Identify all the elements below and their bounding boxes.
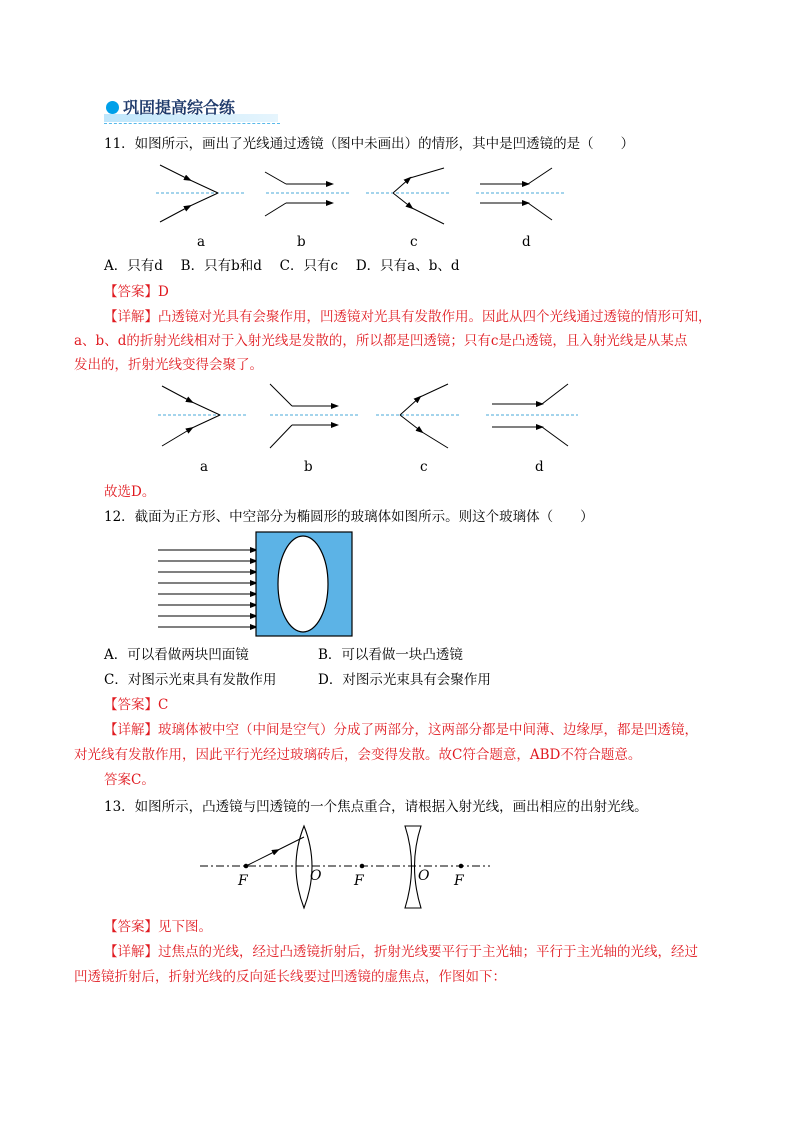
q11-diagram-b <box>265 172 350 216</box>
q13-label-o2: O <box>418 868 430 884</box>
q13-detail-line2: 凹透镜折射后，折射光线的反向延长线要过凹透镜的虚焦点，作图如下： <box>74 969 506 985</box>
q11-answer-label-d: d <box>535 459 544 475</box>
q11-answer-label-a: a <box>200 459 209 475</box>
q13-focus-shared <box>360 864 365 869</box>
q12-stem: 12．截面为正方形、中空部分为椭圆形的玻璃体如图所示。则这个玻璃体（ ） <box>104 509 594 525</box>
q13-concave-lens <box>405 826 421 908</box>
q11-detail-line3: 发出的，折射光线变得会聚了。 <box>74 357 263 373</box>
q12-answer: 【答案】C <box>104 697 169 713</box>
q11-answer-diagram-b <box>270 384 358 448</box>
q12-hollow-ellipse <box>278 536 328 632</box>
q11-label-a: a <box>197 234 206 250</box>
q11-detail-line2: a、b、d的折射光线相对于入射光线是发散的，所以都是凹透镜；只有c是凸透镜，且入射光线是从某点 <box>74 333 688 349</box>
q13-label-f2: F <box>354 873 364 889</box>
q11-answer-diagram-c <box>376 384 460 448</box>
q12-detail-line2: 对光线有发散作用，因此平行光经过玻璃砖后，会变得发散。故C符合题意，ABD不符合题意。 <box>74 747 642 763</box>
q11-answer-diagram-a <box>158 386 248 446</box>
q13-stem: 13．如图所示，凸透镜与凹透镜的一个焦点重合，请根据入射光线，画出相应的出射光线。 <box>104 799 648 815</box>
q11-detail-line1: 【详解】凸透镜对光具有会聚作用，凹透镜对光具有发散作用。因此从四个光线通过透镜的情形可知， <box>104 309 712 325</box>
q11-answer-label-c: c <box>420 459 428 475</box>
q13-label-o1: O <box>310 868 322 884</box>
q12-option-c: C．对图示光束具有发散作用 <box>104 672 277 688</box>
q11-diagram-c <box>366 168 450 224</box>
q11-answer-diagram-d <box>486 384 578 446</box>
q12-conclusion: 答案C。 <box>104 772 155 788</box>
q11-figure <box>150 160 580 250</box>
section-title: 巩固提高综合练 <box>123 98 236 117</box>
q13-focus-right <box>459 864 464 869</box>
bullet-dot-icon <box>106 101 119 114</box>
q13-incident-ray <box>246 850 278 866</box>
q12-option-d: D．对图示光束具有会聚作用 <box>318 672 491 688</box>
q11-answer-label-b: b <box>304 459 313 475</box>
q13-detail-line1: 【详解】过焦点的光线，经过凸透镜折射后，折射光线要平行于主光轴；平行于主光轴的光线，经过 <box>104 944 698 960</box>
q12-option-a: A．可以看做两块凹面镜 <box>104 647 249 663</box>
q11-diagram-d <box>476 168 566 220</box>
q11-label-c: c <box>410 234 418 250</box>
q12-light-rays <box>158 550 256 627</box>
q12-detail-line1: 【详解】玻璃体被中空（中间是空气）分成了两部分，这两部分都是中间薄、边缘厚，都是凹透镜， <box>104 722 698 738</box>
q12-figure <box>152 530 362 640</box>
q13-convex-lens <box>296 826 312 908</box>
q11-stem: 11．如图所示，画出了光线通过透镜（图中未画出）的情形，其中是凹透镜的是（ ） <box>104 136 635 152</box>
q11-label-d: d <box>522 234 531 250</box>
q11-options: A．只有d B．只有b和d C．只有c D．只有a、b、d <box>104 258 460 274</box>
q11-conclusion: 故选D。 <box>104 484 156 500</box>
q12-option-b: B．可以看做一块凸透镜 <box>318 647 463 663</box>
q13-figure <box>196 822 496 914</box>
q13-label-f3: F <box>454 873 464 889</box>
q13-answer: 【答案】见下图。 <box>104 919 212 935</box>
q11-diagram-a <box>156 165 246 222</box>
q11-answer: 【答案】D <box>104 284 169 300</box>
q11-answer-figure <box>152 382 592 462</box>
q13-label-f1: F <box>238 873 248 889</box>
section-title-underline <box>104 123 280 124</box>
q11-label-b: b <box>297 234 306 250</box>
